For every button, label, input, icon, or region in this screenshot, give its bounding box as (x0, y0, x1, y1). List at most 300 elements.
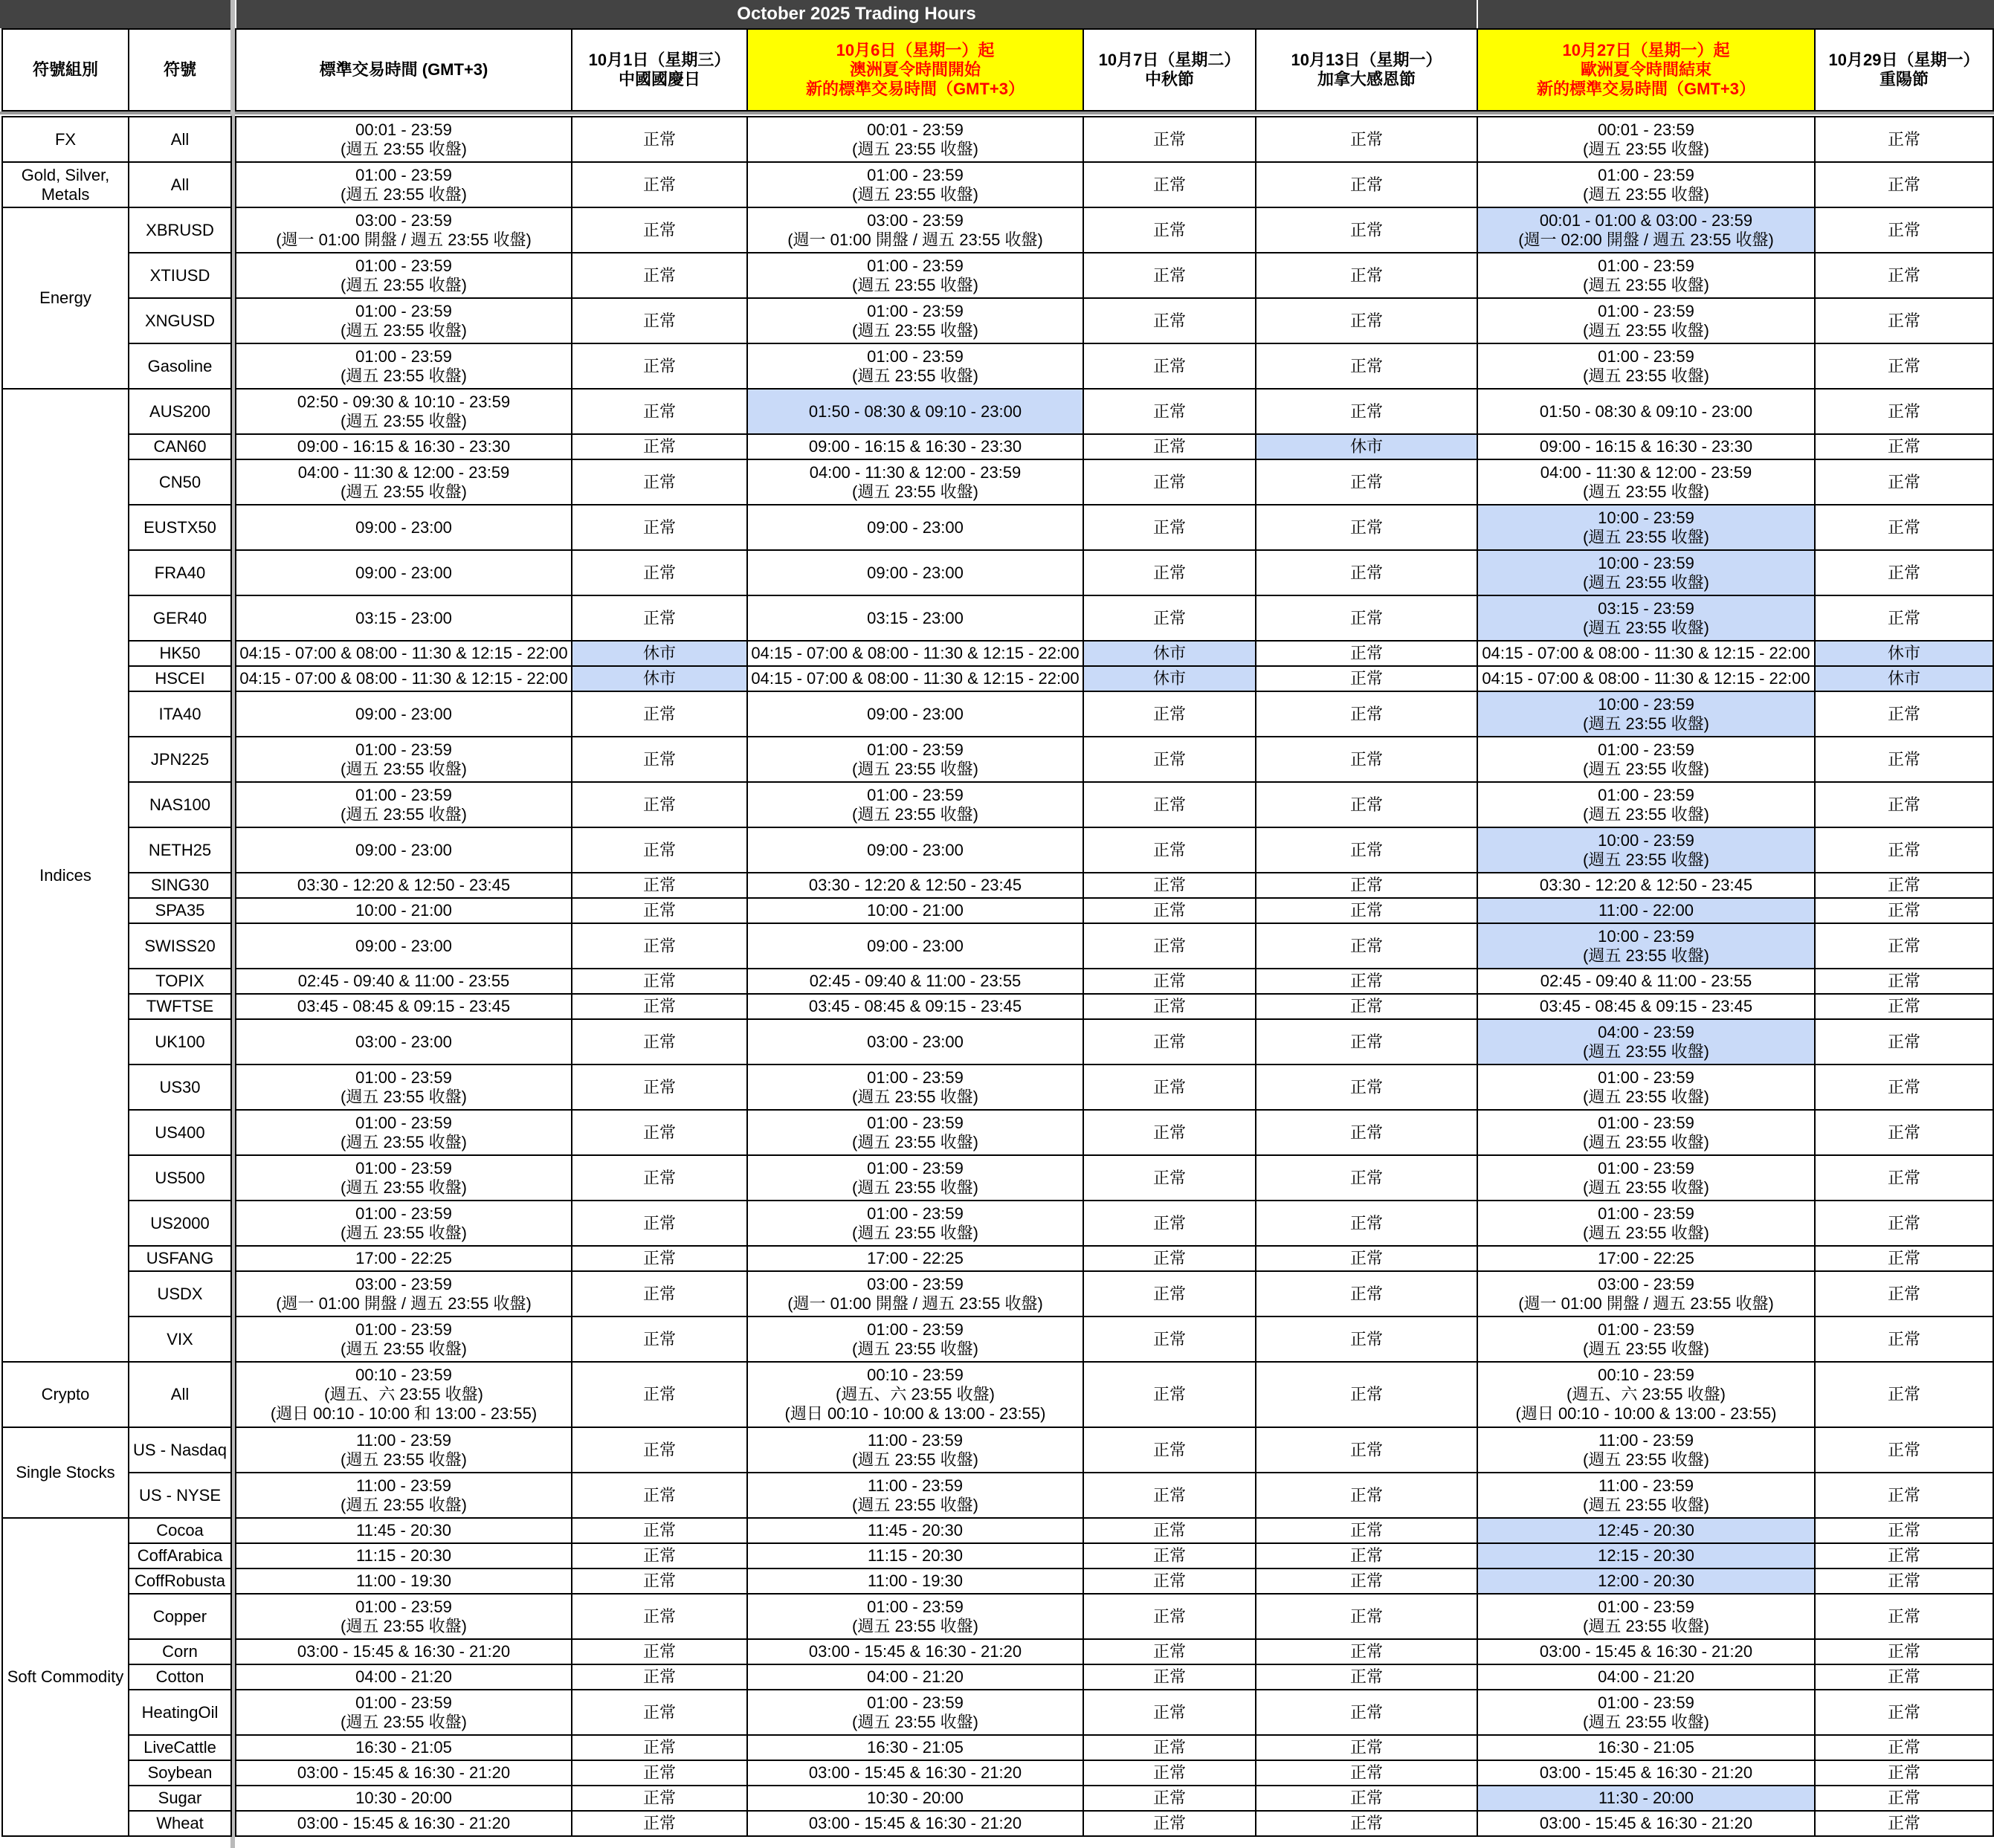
table-cell (1477, 1109, 1816, 1156)
table-cell (235, 691, 572, 737)
cell-line: 04:15 - 07:00 & 08:00 - 11:30 & 12:15 - 22:00 (239, 644, 568, 662)
table-cell (571, 1154, 748, 1201)
cell-line: 正常 (1349, 901, 1383, 920)
table-cell (235, 736, 572, 783)
cell-line: 正常 (642, 1485, 676, 1505)
cell-line: 01:00 - 23:59 (867, 1067, 964, 1087)
cell-line: (週五 23:55 收盤) (1583, 618, 1709, 637)
table-cell (1082, 343, 1256, 390)
symbol-ger40 (128, 595, 232, 642)
cell-line: 01:00 - 23:59 (1598, 740, 1694, 759)
table-cell (235, 1760, 572, 1786)
cell-line: (週五 23:55 收盤) (852, 1339, 978, 1358)
cell-line: (週日 00:10 - 10:00 和 13:00 - 23:55) (270, 1404, 538, 1423)
cell-line: (週五 23:55 收盤) (341, 411, 467, 430)
table-cell (571, 923, 748, 969)
cell-line: Single Stocks (16, 1463, 115, 1482)
table-cell (235, 1154, 572, 1201)
title-bar-right (1478, 0, 1994, 28)
table-cell (1255, 993, 1478, 1020)
table-cell (1255, 736, 1478, 783)
table-cell (1477, 897, 1816, 924)
table-cell (1814, 433, 1994, 460)
table-cell (571, 388, 748, 435)
cell-line: 01:00 - 23:59 (355, 740, 452, 759)
table-cell (571, 1760, 748, 1786)
cell-line: 正常 (1887, 795, 1920, 814)
symbol-can60 (128, 433, 232, 460)
table-cell (1255, 1270, 1478, 1317)
table-cell (235, 1245, 572, 1272)
table-cell (1255, 1316, 1478, 1363)
table-cell (1814, 1542, 1994, 1569)
cell-line: HK50 (159, 644, 201, 662)
cell-line: 正常 (1152, 1032, 1186, 1051)
cell-line: (週五 23:55 收盤) (1583, 139, 1709, 158)
symbol-fra40 (128, 549, 232, 596)
cell-line: 01:50 - 08:30 & 09:10 - 23:00 (808, 401, 1022, 421)
cell-line: (週五、六 23:55 收盤) (324, 1385, 483, 1403)
symbol-cocoa (128, 1517, 232, 1544)
cell-line: Soybean (147, 1763, 213, 1782)
cell-line: 00:10 - 23:59 (1598, 1366, 1694, 1384)
cell-line: 03:00 - 15:45 & 16:30 - 21:20 (1539, 1814, 1753, 1832)
table-cell (746, 459, 1084, 505)
table-cell (571, 781, 748, 828)
table-cell (746, 993, 1084, 1020)
cell-line: 01:00 - 23:59 (355, 1158, 452, 1177)
header-col-1 (571, 28, 748, 112)
table-cell (571, 968, 748, 995)
cell-line: (週五 23:55 收盤) (341, 275, 467, 294)
symbol-wheat (128, 1810, 232, 1837)
cell-line: 02:45 - 09:40 & 11:00 - 23:55 (1540, 972, 1752, 990)
table-cell (1255, 1734, 1478, 1761)
table-cell (746, 1734, 1084, 1761)
cell-line: 03:00 - 15:45 & 16:30 - 21:20 (1539, 1642, 1753, 1661)
cell-line: TWFTSE (146, 997, 214, 1015)
cell-line: 10月13日（星期一） (1291, 51, 1442, 69)
cell-line: (週五 23:55 收盤) (1583, 1339, 1709, 1358)
cell-line: CoffRobusta (135, 1571, 225, 1590)
cell-line: 正常 (642, 1546, 676, 1565)
cell-line: (週五 23:55 收盤) (341, 1712, 467, 1731)
table-cell (1082, 1568, 1256, 1595)
cell-line: 正常 (1349, 1440, 1383, 1459)
cell-line: 17:00 - 22:25 (867, 1249, 964, 1267)
table-cell (746, 161, 1084, 208)
table-cell (1814, 1734, 1994, 1761)
table-cell (1814, 691, 1994, 737)
cell-line: 04:00 - 21:20 (355, 1667, 452, 1686)
table-cell (571, 433, 748, 460)
cell-line: 11:00 - 23:59 (867, 1430, 964, 1450)
cell-line: USFANG (146, 1249, 214, 1267)
cell-line: 正常 (1887, 1571, 1920, 1590)
table-cell (1477, 595, 1816, 642)
cell-line: 正常 (1349, 175, 1383, 194)
cell-line: 03:00 - 23:59 (867, 1274, 964, 1293)
table-cell (235, 1361, 572, 1428)
cell-line: Corn (162, 1642, 198, 1661)
cell-line: 正常 (642, 1642, 676, 1661)
cell-line: (週一 01:00 開盤 / 週五 23:55 收盤) (787, 1293, 1043, 1313)
table-cell (235, 1472, 572, 1519)
table-cell (1814, 207, 1994, 253)
cell-line: 01:00 - 23:59 (867, 1319, 964, 1339)
table-cell (1814, 781, 1994, 828)
cell-line: 01:00 - 23:59 (867, 301, 964, 320)
table-cell (571, 1200, 748, 1247)
cell-line: 休市 (642, 669, 676, 688)
cell-line: 03:00 - 23:00 (355, 1032, 452, 1051)
cell-line: 17:00 - 22:25 (355, 1249, 452, 1267)
cell-line: 01:00 - 23:59 (1598, 1158, 1694, 1177)
table-cell (1477, 549, 1816, 596)
table-cell (1255, 827, 1478, 873)
table-cell (1814, 459, 1994, 505)
table-cell (1477, 1760, 1816, 1786)
cell-line: 正常 (642, 1606, 676, 1626)
table-cell (746, 1810, 1084, 1837)
cell-line: 04:00 - 11:30 & 12:00 - 23:59 (297, 462, 510, 482)
cell-line: 正常 (642, 876, 676, 894)
table-cell (746, 923, 1084, 969)
cell-line: 11:00 - 19:30 (867, 1571, 964, 1590)
table-cell (1255, 1810, 1478, 1837)
table-cell (1082, 1316, 1256, 1363)
table-cell (1477, 736, 1816, 783)
table-cell (1814, 297, 1994, 344)
cell-line: (週五 23:55 收盤) (852, 482, 978, 501)
table-cell (235, 640, 572, 667)
cell-line: 正常 (1887, 220, 1920, 239)
cell-line: 正常 (1887, 1213, 1920, 1232)
table-cell (1255, 665, 1478, 692)
table-cell (1082, 1018, 1256, 1065)
title-bar-left (0, 0, 232, 28)
cell-line: (週五 23:55 收盤) (1583, 850, 1709, 869)
cell-line: 11:45 - 20:30 (867, 1521, 964, 1540)
table-cell (1082, 781, 1256, 828)
table-cell (235, 1664, 572, 1690)
table-cell (1477, 968, 1816, 995)
table-cell (235, 595, 572, 642)
cell-line: Wheat (156, 1814, 204, 1832)
table-cell (235, 1810, 572, 1837)
cell-line: 01:00 - 23:59 (867, 256, 964, 275)
cell-line: 正常 (1349, 311, 1383, 330)
cell-line: 03:00 - 15:45 & 16:30 - 21:20 (1539, 1763, 1753, 1782)
cell-line: 16:30 - 21:05 (867, 1738, 964, 1757)
cell-line: 01:50 - 08:30 & 09:10 - 23:00 (1539, 401, 1753, 421)
cell-line: 09:00 - 23:00 (867, 517, 964, 537)
table-cell (235, 433, 572, 460)
table-cell (1814, 1064, 1994, 1111)
cell-line: 正常 (1887, 936, 1920, 955)
table-cell (571, 343, 748, 390)
cell-line: LiveCattle (143, 1738, 216, 1757)
cell-line: NAS100 (149, 795, 210, 814)
cell-line: 10:00 - 23:59 (1598, 508, 1694, 527)
table-cell (1814, 993, 1994, 1020)
cell-line: 正常 (1152, 936, 1186, 955)
cell-line: 正常 (1152, 1329, 1186, 1348)
group-soft-commodity (1, 1517, 129, 1837)
table-cell (571, 1427, 748, 1473)
table-cell (746, 640, 1084, 667)
cell-line: 正常 (642, 1814, 676, 1832)
cell-line: 正常 (642, 1213, 676, 1232)
table-cell (1082, 388, 1256, 435)
table-cell (1477, 433, 1816, 460)
header-symbol (128, 28, 232, 112)
cell-line: 03:00 - 15:45 & 16:30 - 21:20 (808, 1642, 1022, 1661)
table-cell (1255, 640, 1478, 667)
table-cell (746, 1427, 1084, 1473)
table-cell (1082, 1785, 1256, 1812)
cell-line: 03:00 - 23:59 (355, 1274, 452, 1293)
cell-line: 正常 (642, 795, 676, 814)
table-cell (1255, 897, 1478, 924)
cell-line: 正常 (642, 1571, 676, 1590)
cell-line: (週五 23:55 收盤) (852, 139, 978, 158)
symbol-cotton (128, 1664, 232, 1690)
cell-line: 01:00 - 23:59 (867, 1597, 964, 1616)
cell-line: 11:00 - 23:59 (355, 1430, 452, 1450)
table-cell (1255, 459, 1478, 505)
table-cell (235, 1064, 572, 1111)
cell-line: 休市 (1152, 644, 1186, 662)
table-cell (746, 1245, 1084, 1272)
cell-line: (週五 23:55 收盤) (341, 1223, 467, 1242)
cell-line: 正常 (1152, 840, 1186, 859)
table-cell (1814, 923, 1994, 969)
table-cell (571, 1593, 748, 1640)
cell-line: 澳洲夏令時間開始 (849, 60, 981, 79)
cell-line: 正常 (642, 1738, 676, 1757)
table-cell (746, 968, 1084, 995)
symbol-swiss20 (128, 923, 232, 969)
symbol-us400 (128, 1109, 232, 1156)
cell-line: 正常 (1349, 704, 1383, 723)
cell-line: 正常 (1349, 1385, 1383, 1403)
table-cell (1814, 1316, 1994, 1363)
table-cell (571, 736, 748, 783)
cell-line: 休市 (1887, 644, 1920, 662)
cell-line: 正常 (1152, 1763, 1186, 1782)
table-cell (1255, 504, 1478, 551)
cell-line: 正常 (642, 997, 676, 1015)
cell-line: 正常 (1152, 997, 1186, 1015)
cell-line: 01:00 - 23:59 (355, 1113, 452, 1132)
table-cell (746, 872, 1084, 899)
cell-line: 03:00 - 23:59 (867, 210, 964, 230)
cell-line: (週五 23:55 收盤) (1583, 804, 1709, 824)
table-cell (571, 504, 748, 551)
table-cell (571, 872, 748, 899)
table-cell (235, 459, 572, 505)
cell-line: Metals (41, 184, 90, 204)
cell-line: 10:00 - 21:00 (867, 901, 964, 920)
table-cell (1255, 1760, 1478, 1786)
cell-line: 正常 (1152, 1667, 1186, 1686)
symbol-xngusd (128, 297, 232, 344)
cell-line: (週一 01:00 開盤 / 週五 23:55 收盤) (276, 1293, 532, 1313)
cell-line: 正常 (1152, 265, 1186, 285)
cell-line: 正常 (1887, 901, 1920, 920)
cell-line: 12:45 - 20:30 (1598, 1521, 1694, 1540)
cell-line: 正常 (1887, 1789, 1920, 1807)
table-cell (1814, 1270, 1994, 1317)
table-cell (746, 1638, 1084, 1665)
cell-line: 新的標準交易時間（GMT+3） (806, 80, 1025, 98)
table-cell (1477, 691, 1816, 737)
cell-line: 正常 (642, 356, 676, 375)
cell-line: 正常 (1887, 1606, 1920, 1626)
table-cell (746, 388, 1084, 435)
table-cell (1082, 1593, 1256, 1640)
table-cell (235, 1638, 572, 1665)
cell-line: (週五 23:55 收盤) (341, 1177, 467, 1197)
cell-line: 正常 (1349, 840, 1383, 859)
symbol-aus200 (128, 388, 232, 435)
cell-line: (週五 23:55 收盤) (341, 1495, 467, 1514)
table-cell (571, 1810, 748, 1837)
cell-line: US400 (155, 1122, 205, 1142)
cell-line: 11:00 - 23:59 (1598, 1430, 1694, 1450)
cell-line: 04:15 - 07:00 & 08:00 - 11:30 & 12:15 - 22:00 (1482, 644, 1810, 662)
table-cell (1814, 1593, 1994, 1640)
symbol-us-nasdaq (128, 1427, 232, 1473)
table-cell (1477, 1270, 1816, 1317)
cell-line: 正常 (1152, 1606, 1186, 1626)
symbol-xbrusd (128, 207, 232, 253)
cell-line: 正常 (1349, 1168, 1383, 1187)
table-cell (1255, 1638, 1478, 1665)
cell-line: 01:00 - 23:59 (355, 1204, 452, 1223)
table-cell (1082, 161, 1256, 208)
table-cell (1082, 1109, 1256, 1156)
cell-line: 休市 (1887, 669, 1920, 688)
cell-line: 正常 (1887, 972, 1920, 990)
table-cell (1255, 1245, 1478, 1272)
symbol-all (128, 1361, 232, 1428)
cell-line: 正常 (1349, 563, 1383, 582)
cell-line: 正常 (1349, 220, 1383, 239)
cell-line: (週五 23:55 收盤) (1583, 572, 1709, 592)
cell-line: XTIUSD (149, 265, 210, 285)
table-cell (746, 1785, 1084, 1812)
cell-line: 01:00 - 23:59 (1598, 785, 1694, 804)
table-cell (1477, 993, 1816, 1020)
cell-line: 正常 (1152, 1284, 1186, 1303)
cell-line: 正常 (642, 1077, 676, 1096)
table-cell (571, 640, 748, 667)
table-cell (1082, 736, 1256, 783)
table-cell (746, 1109, 1084, 1156)
cell-line: 01:00 - 23:59 (867, 1158, 964, 1177)
symbol-copper (128, 1593, 232, 1640)
cell-line: 正常 (1887, 1284, 1920, 1303)
table-cell (235, 781, 572, 828)
cell-line: 正常 (1349, 1763, 1383, 1782)
cell-line: (週五 23:55 收盤) (341, 1339, 467, 1358)
cell-line: 正常 (1349, 1077, 1383, 1096)
cell-line: 正常 (642, 1667, 676, 1686)
cell-line: 01:00 - 23:59 (355, 1693, 452, 1712)
cell-line: 03:15 - 23:00 (867, 608, 964, 627)
cell-line: (週五 23:55 收盤) (341, 1616, 467, 1635)
cell-line: FX (54, 129, 77, 149)
cell-line: 01:00 - 23:59 (867, 785, 964, 804)
table-cell (571, 691, 748, 737)
table-cell (746, 595, 1084, 642)
cell-line: 正常 (642, 1521, 676, 1540)
cell-line: US2000 (150, 1213, 210, 1232)
cell-line: 09:00 - 23:00 (355, 517, 452, 537)
table-cell (235, 1542, 572, 1569)
cell-line: 正常 (1349, 356, 1383, 375)
symbol-neth25 (128, 827, 232, 873)
table-cell (1082, 1734, 1256, 1761)
cell-line: Sugar (158, 1789, 202, 1807)
symbol-us-nyse (128, 1472, 232, 1519)
cell-line: EUSTX50 (143, 517, 216, 537)
table-cell (1814, 1664, 1994, 1690)
cell-line: 01:00 - 23:59 (867, 740, 964, 759)
cell-line: 正常 (1887, 1168, 1920, 1187)
cell-line: All (170, 175, 190, 194)
cell-line: 正常 (1887, 175, 1920, 194)
cell-line: 正常 (1152, 1213, 1186, 1232)
table-cell (235, 1316, 572, 1363)
cell-line: (週五 23:55 收盤) (341, 759, 467, 778)
cell-line: 10月7日（星期二） (1098, 51, 1241, 69)
table-cell (1477, 1517, 1816, 1544)
table-cell (1477, 827, 1816, 873)
cell-line: XBRUSD (146, 220, 214, 239)
table-cell (1814, 343, 1994, 390)
table-cell (1477, 1568, 1816, 1595)
cell-line: 正常 (1349, 876, 1383, 894)
cell-line: 休市 (1349, 437, 1383, 456)
cell-line: (週五 23:55 收盤) (341, 1450, 467, 1469)
table-cell (1477, 1664, 1816, 1690)
cell-line: (週五 23:55 收盤) (852, 1177, 978, 1197)
table-cell (235, 1018, 572, 1065)
cell-line: (週一 01:00 開盤 / 週五 23:55 收盤) (1518, 1293, 1774, 1313)
symbol-us500 (128, 1154, 232, 1201)
cell-line: 10:00 - 21:00 (355, 901, 452, 920)
table-cell (1255, 1542, 1478, 1569)
table-cell (1255, 1689, 1478, 1736)
table-cell (1814, 1760, 1994, 1786)
table-cell (1814, 1689, 1994, 1736)
cell-line: 00:10 - 23:59 (355, 1366, 452, 1384)
table-cell (1814, 1245, 1994, 1272)
table-cell (235, 665, 572, 692)
cell-line: 01:00 - 23:59 (1598, 1113, 1694, 1132)
table-cell (746, 1154, 1084, 1201)
cell-line: 休市 (1152, 669, 1186, 688)
group-gold-silver-metals (1, 161, 129, 208)
symbol-hk50 (128, 640, 232, 667)
cell-line: 10:30 - 20:00 (355, 1789, 452, 1807)
cell-line: 正常 (1887, 437, 1920, 456)
cell-line: 正常 (1887, 1440, 1920, 1459)
symbol-ita40 (128, 691, 232, 737)
